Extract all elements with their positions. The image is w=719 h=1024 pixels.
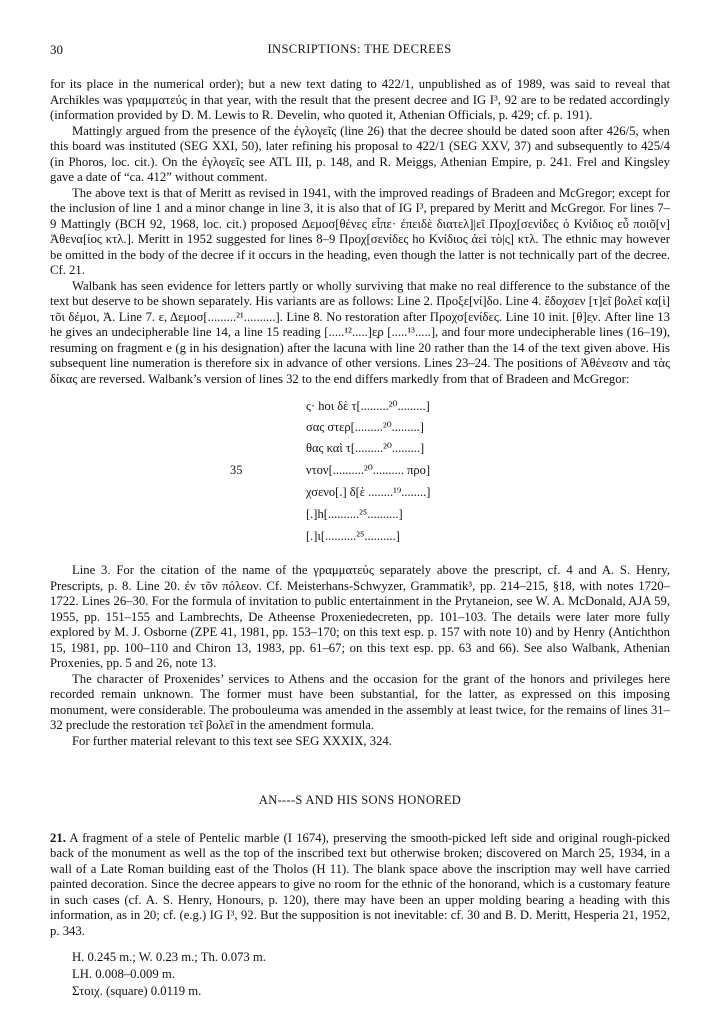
page-header bbox=[50, 42, 669, 60]
catalogue-entry bbox=[50, 831, 670, 940]
paragraph: The character of Proxenides’ services to Athens and the occasion for the grant of the honors and privileges here recorded remain unknown. The former must have been substantial, for the latter, as expressed on this imposing monument, were considerable. The probouleuma was amended in the assembly at least twice, for the remains of lines 31–32 preclude the restoration τε̃ι βολε̃ι in the amendment formula. bbox=[50, 671, 670, 732]
page-body bbox=[50, 77, 670, 1000]
measurements bbox=[50, 949, 670, 1000]
variant-line: σας στερ[.........²⁰.........] bbox=[306, 420, 424, 434]
entry-number: 21. bbox=[50, 830, 66, 845]
measurement-line: Στοιχ. (square) 0.0119 m. bbox=[72, 984, 202, 998]
paragraph: For further material relevant to this text see SEG XXXIX, 324. bbox=[72, 733, 392, 748]
variant-line: θας καὶ τ[.........²⁰.........] bbox=[306, 441, 425, 455]
paragraph: Mattingly argued from the presence of the ἐγλογεῖς (line 26) that the decree should be dated soon after 426/5, when this board was instituted (SEG XXI, 50), later refining his proposal to 422/1 (SEG XXV, 37) and subsequently to 425/4 (in Phoros, loc. cit.). On the ἐγλογεῖς see ATL III, p. 148, and R. Meiggs, Athenian Empire, p. 241. Frel and Kingsley gave a date of “ca. 412” without comment. bbox=[50, 123, 670, 184]
paragraph: for its place in the numerical order); but a new text dating to 422/1, unpublished as of 1989, was said to reveal that Archikles was γραμματεύς in that year, with the result that the present decree and IG I³, 92 are to be redated accordingly (information provided by D. M. Lewis to R. Develin, who quoted it, Athenian Officials, p. 429; cf. p. 191). bbox=[50, 77, 670, 122]
paragraph: Line 3. For the citation of the name of the γραμματεύς separately above the prescript, cf. 4 and A. S. Henry, Prescripts, p. 8. Line 20. ἐν τõν πόλεον. Cf. Meisterhans-Schwyzer, Grammatik³, pp. 214–215, §18, with notes 1720–1722. Lines 26–30. For the formula of invitation to public entertainment in the Prytaneion, see W. A. McDonald, AJA 59, 1955, pp. 151–155 and Lambrechts, De Atheense Proxeniedecreten, pp. 101–103. The details were later more fully explored by M. J. Osborne (ZPE 41, 1981, pp. 153–170; on this text esp. p. 157 with note 10) and by Henry (Antichthon 15, 1981, pp. 100–110 and Chiron 13, 1983, pp. 61–67; on this text esp. pp. 63 and 66). See also Walbank, Athenian Proxenies, pp. 5 and 26, note 13. bbox=[50, 563, 670, 670]
variant-line: ς· hοι δὲ τ[.........²⁰.........] bbox=[306, 399, 430, 413]
variant-line: χσενο[.] δ[ὲ ........¹⁹........] bbox=[306, 485, 431, 499]
variant-line: [.]h[..........²⁵..........] bbox=[306, 507, 403, 521]
variant-line: ντον[..........²⁰.......... προ] bbox=[306, 463, 431, 477]
variant-line: [.]ι[..........²⁵..........] bbox=[306, 529, 400, 543]
variant-text-block bbox=[50, 397, 670, 551]
measurement-line: LH. 0.008–0.009 m. bbox=[72, 967, 175, 981]
paragraph: The above text is that of Meritt as revised in 1941, with the improved readings of Bradeen and McGregor; except for the inclusion of line 1 and a minor change in line 3, it is also that of IG I³, prepared by Meritt and McGregor. For lines 7–9 Mattingly (BCH 92, 1968, loc. cit.) proposed Δεμοσ[θένες εἶπε· ἐπειδὲ διατελ]|εῖ Προχ[σενίδες ὁ Κνίδιος εὖ ποιõ[ν] Ἀθενα[ίος κτλ.]. Meritt in 1952 suggested for lines 8–9 Προχ[σενίδες ho Κνίδιος ἀεὶ τὸ|ς] κτλ. The ethnic may however be omitted in the body of the decree if it occurs in the heading, even though the latter is not technically part of the decree. Cf. 21. bbox=[50, 185, 670, 277]
page-number: 30 bbox=[50, 42, 63, 57]
section-title: AN----S AND HIS SONS HONORED bbox=[258, 793, 462, 807]
running-title: INSCRIPTIONS: THE DECREES bbox=[267, 42, 452, 56]
line-number: 35 bbox=[230, 463, 243, 477]
measurement-line: H. 0.245 m.; W. 0.23 m.; Th. 0.073 m. bbox=[72, 950, 266, 964]
paragraph: Walbank has seen evidence for letters partly or wholly surviving that make no real difference to the substance of the text but deserve to be shown separately. His variants are as follows: Line 2. Προξε[νί]δο. Line 4. ἔδοχσεν [τ]ε̃ι βολε̃ι κα[ὶ] τõι δέμοι, Ἀ. Line 7. ε, Δεμοσ[.........²¹..........]. Line 8. No restoration after Προχσ[ενίδες. Line 10 init. [θ]ε̣ν. After line 13 he gives an undecipherable line 14, a line 15 reading [.....¹².....]ε̣ρ [.....¹³.....], and four more undecipherable lines (16–19), resuming on fragment e (g in his designation) after the lacuna with line 20 rather than the 14 of the text given above. His subsequent line numeration is therefore six in advance of other versions. Lines 23–24. The positions of Ἀθένεσιν and τὰς δίκας are reversed. Walbank’s version of lines 32 to the end differs markedly from that of Bradeen and McGregor: bbox=[50, 278, 670, 386]
entry-text: A fragment of a stele of Pentelic marble (I 1674), preserving the smooth-picked left side and original rough-picked back of the monument as well as the top of the inscribed text but otherwise broken; discovered on March 25, 1934, in a wall of a Late Roman building east of the Tholos (H 11). The blank space above the inscription may well have carried painted decoration. Since the decree appears to give no room for the ethnic of the honorand, which is a customary feature in such cases (cf. A. S. Henry, Honours, p. 120), there may have been an upper molding bearing a heading with this information, as in 20; cf. (e.g.) IG I³, 92. But the supposition is not inevitable: cf. 30 and B. D. Meritt, Hesperia 21, 1952, p. 343. bbox=[50, 830, 670, 938]
